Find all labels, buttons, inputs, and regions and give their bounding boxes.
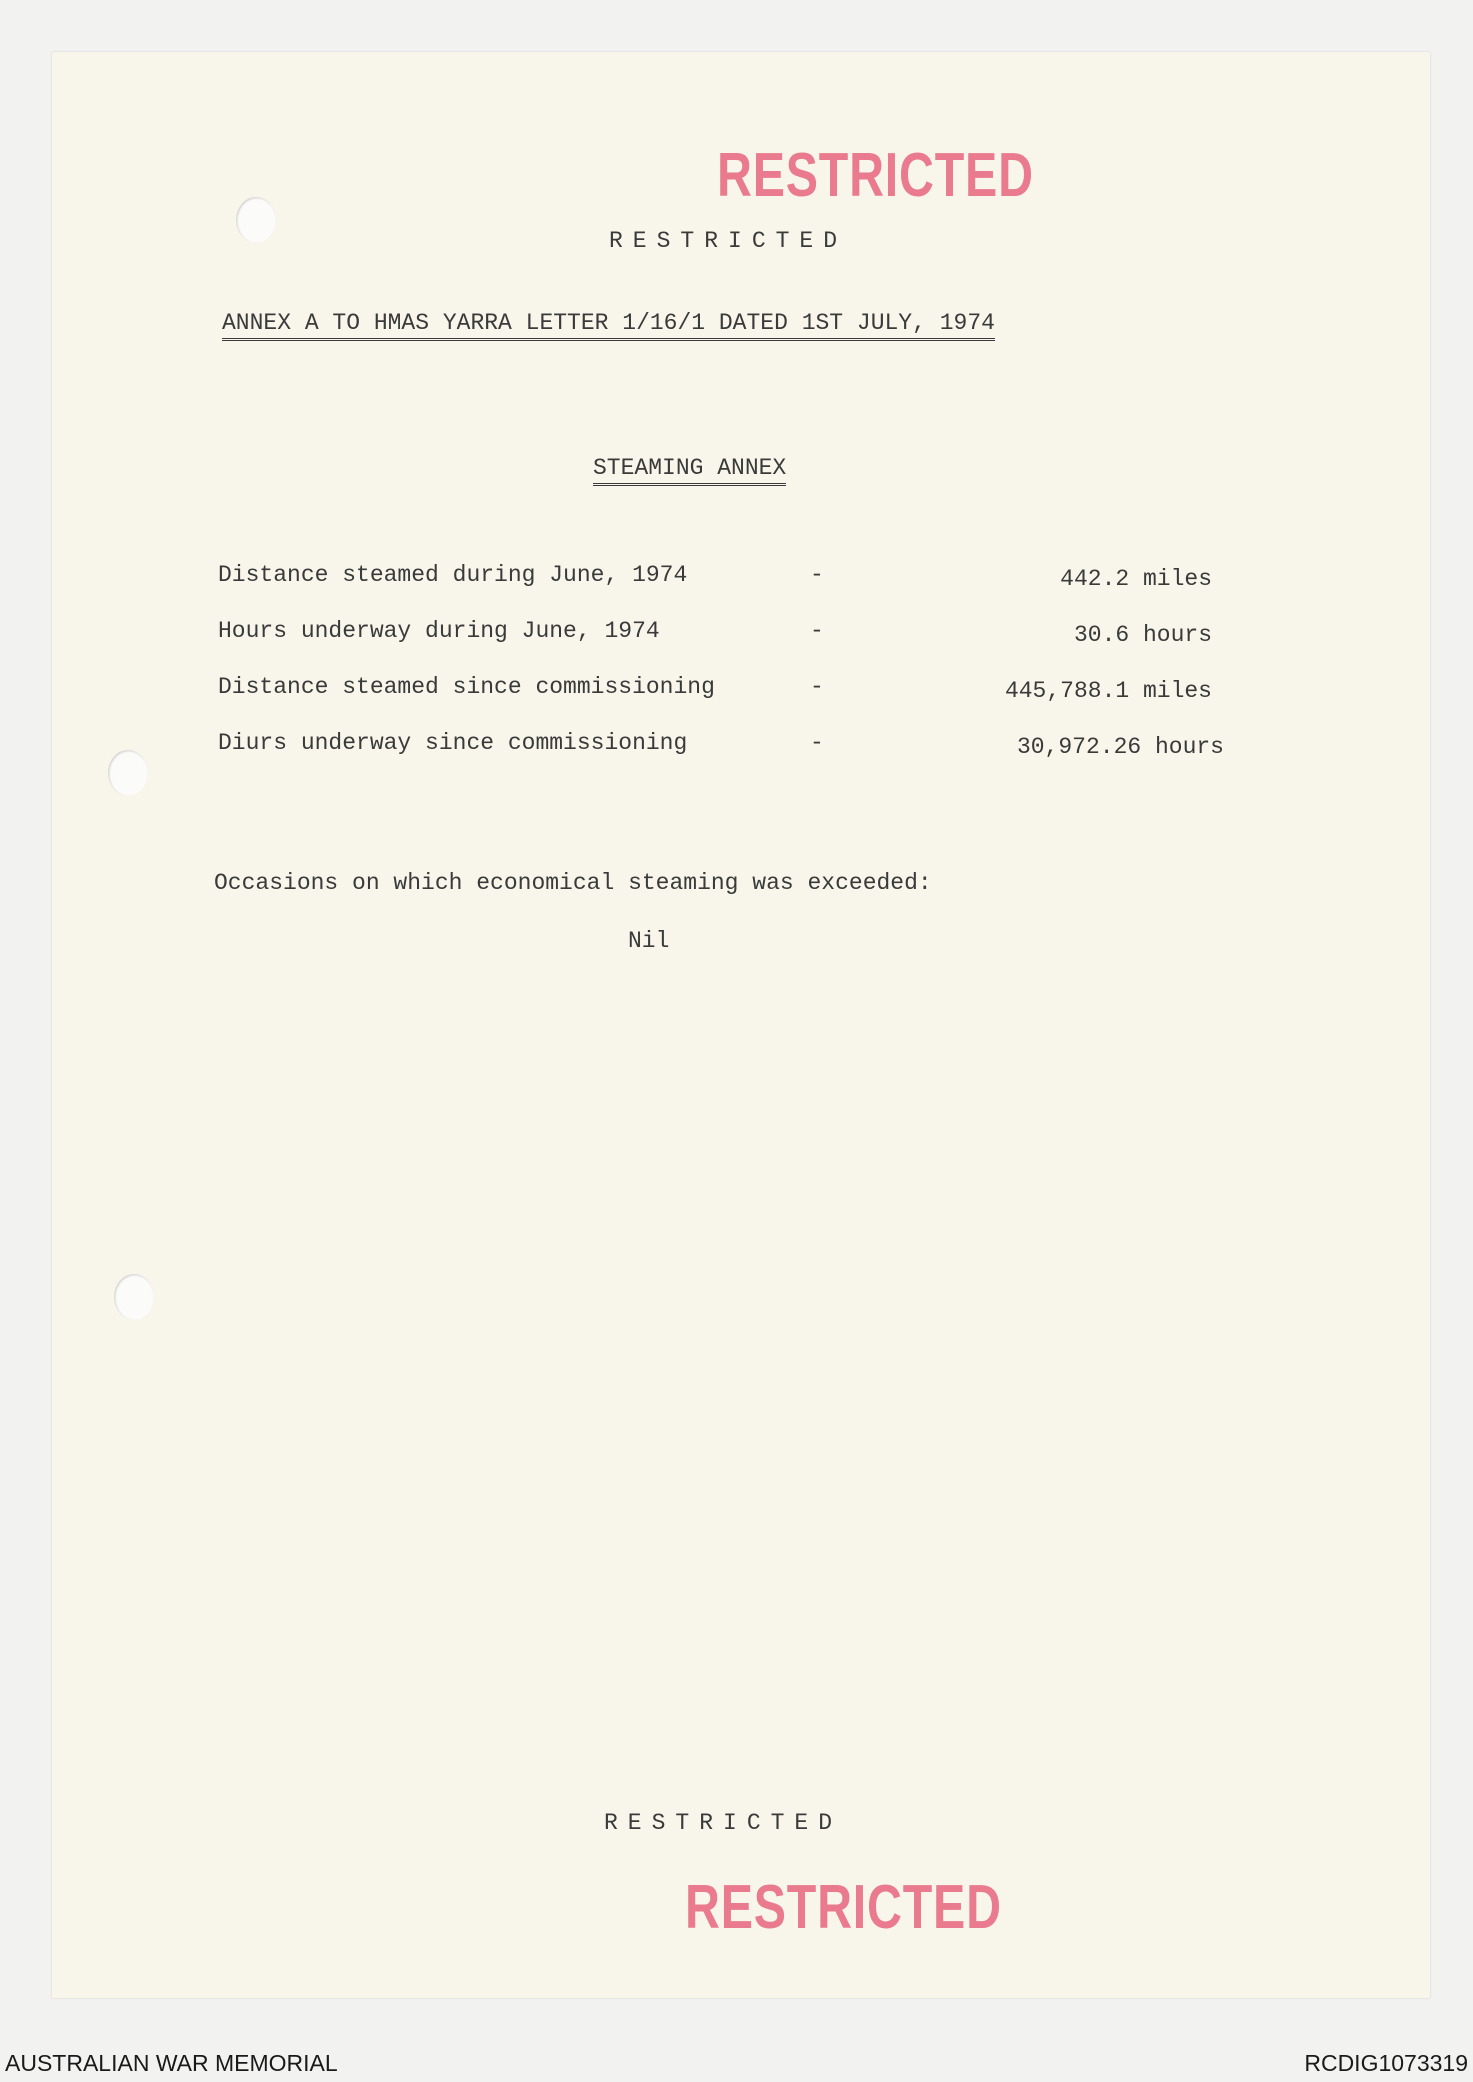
row-label: Distance steamed during June, 1974 (218, 562, 688, 588)
occasions-value: Nil (628, 928, 670, 954)
row-label: Hours underway during June, 1974 (218, 618, 660, 644)
row-label: Diurs underway since commissioning (218, 730, 688, 756)
row-dash: - (810, 730, 824, 756)
row-dash: - (810, 674, 824, 700)
row-dash: - (810, 562, 824, 588)
row-value: 442.2 miles (1060, 566, 1212, 592)
punch-hole-middle (108, 750, 148, 796)
section-title: STEAMING ANNEX (593, 455, 786, 486)
occasions-text: Occasions on which economical steaming was exceeded: (214, 870, 932, 896)
document-title: ANNEX A TO HMAS YARRA LETTER 1/16/1 DATED 1ST JULY, 1974 (222, 310, 995, 341)
restricted-stamp-top: RESTRICTED (717, 141, 1034, 210)
footer-classification: RESTRICTED (604, 1810, 843, 1836)
row-label: Distance steamed since commissioning (218, 674, 715, 700)
archive-source: AUSTRALIAN WAR MEMORIAL (5, 2050, 338, 2076)
row-value: 30,972.26 hours (1016, 734, 1224, 760)
punch-hole-lower (114, 1274, 154, 1320)
row-value: 30.6 hours (1073, 622, 1212, 648)
document-page (52, 52, 1430, 1998)
row-value: 445,788.1 miles (1004, 678, 1212, 704)
restricted-stamp-bottom: RESTRICTED (685, 1873, 1002, 1942)
row-dash: - (810, 618, 824, 644)
header-classification: RESTRICTED (609, 228, 848, 254)
archive-reference: RCDIG1073319 (1304, 2050, 1468, 2076)
punch-hole-top (236, 197, 276, 243)
